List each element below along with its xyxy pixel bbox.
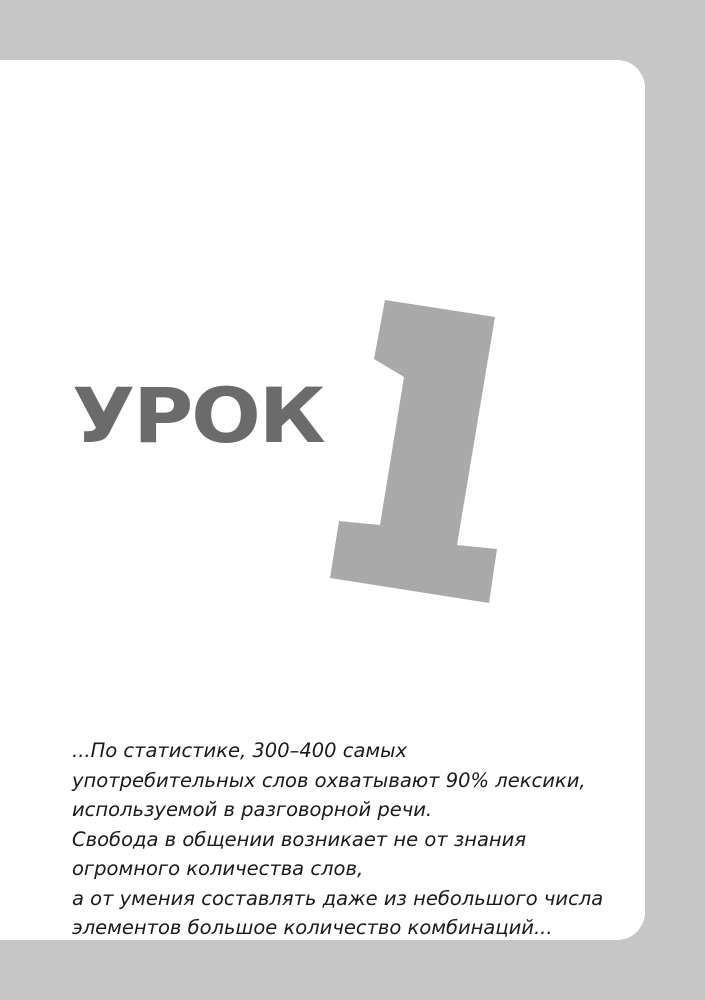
quote-line: употребительных слов охватывают 90% лексики, — [72, 768, 586, 792]
lesson-title: УРОК — [72, 371, 324, 460]
quote-line: Свобода в общении возникает не от знания — [72, 827, 527, 851]
quote-line: ...По статистике, 300–400 самых — [72, 739, 408, 762]
quote-line: элементов большое количество комбинаций... — [72, 916, 553, 939]
page-card — [0, 60, 645, 940]
lesson-number — [325, 295, 505, 610]
quote-line: а от умения составлять даже из небольшого числа — [72, 886, 604, 910]
quote-line: огромного количества слов, — [72, 857, 364, 880]
quote-line: используемой в разговорной речи. — [72, 798, 433, 821]
lesson-number-glyph — [330, 300, 497, 603]
quote-text — [72, 736, 632, 943]
